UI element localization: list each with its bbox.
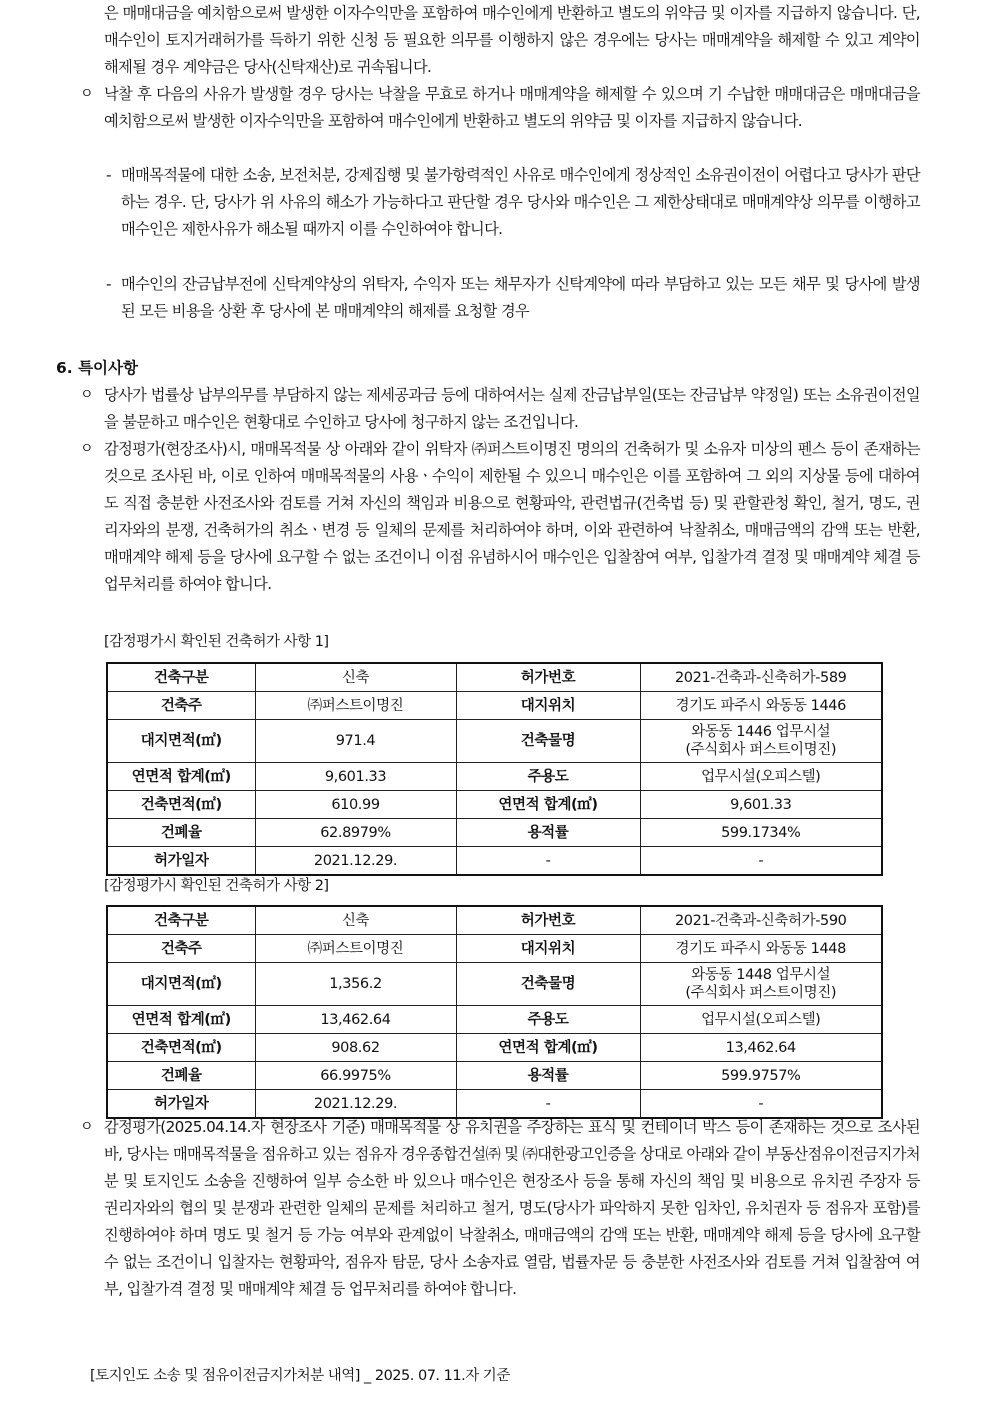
label-cell: 주용도 — [456, 763, 640, 791]
table-row — [107, 963, 882, 1006]
label-cell: 건축물명 — [456, 720, 640, 763]
empty-cell: - — [456, 1090, 640, 1119]
value-cell: 610.99 — [255, 791, 456, 819]
table-row — [107, 906, 882, 935]
tax-paragraph: 당사가 법률상 납부의무를 부담하지 않는 제세공과금 등에 대하여서는 실제 잔금납부일(또는 잔금납부 약정일) 또는 소유권이전일을 불문하고 매수인은 현황대로 수인하고 당사에 청구하지 않는 조건입니다. — [104, 386, 920, 431]
label-cell: 주용도 — [456, 1006, 640, 1034]
label-cell: 건축물명 — [456, 963, 640, 1006]
label-cell: 허가번호 — [456, 663, 640, 692]
label-cell: 허가일자 — [107, 1090, 255, 1119]
value-cell: 경기도 파주시 와동동 1446 — [640, 692, 882, 720]
value-cell: 업무시설(오피스텔) — [640, 1006, 882, 1034]
table-row — [107, 935, 882, 963]
value-cell: 13,462.64 — [255, 1006, 456, 1034]
label-cell: 건폐율 — [107, 819, 255, 847]
table-row — [107, 763, 882, 791]
table-row — [107, 1034, 882, 1062]
dash-marker: - — [106, 166, 112, 184]
permit-table-2 — [106, 905, 883, 1119]
permit-table-1 — [106, 662, 883, 876]
bullet-marker: ㅇ — [80, 86, 94, 102]
label-cell: 건축면적(㎡) — [107, 1034, 255, 1062]
value-cell — [640, 963, 882, 1006]
value-cell: 13,462.64 — [640, 1034, 882, 1062]
label-cell: 건축주 — [107, 935, 255, 963]
table-row — [107, 791, 882, 819]
value-cell: 971.4 — [255, 720, 456, 763]
table-row — [107, 1006, 882, 1034]
value-cell: 62.8979% — [255, 819, 456, 847]
value-cell: 2021.12.29. — [255, 847, 456, 876]
cancel-paragraph: 낙찰 후 다음의 사유가 발생할 경우 당사는 낙찰을 무효로 하거나 매매계약을 해제할 수 있으며 기 수납한 매매대금은 매매대금을 예치함으로써 발생한 이자수익만을 포함하여 매수인에게 반환하고 별도의 위약금 및 이자를 지급하지 않습니다. — [104, 85, 920, 130]
label-cell: 대지위치 — [456, 692, 640, 720]
table-row — [107, 1062, 882, 1090]
label-cell: 건축구분 — [107, 906, 255, 935]
value-cell: 업무시설(오피스텔) — [640, 763, 882, 791]
table-caption-2: [감정평가시 확인된 건축허가 사항 2] — [104, 878, 329, 894]
bullet-marker: ㅇ — [80, 387, 94, 403]
section-heading: 6. 특이사항 — [56, 359, 138, 377]
label-cell: 연면적 합계(㎡) — [456, 1034, 640, 1062]
value-cell: 2021-건축과-신축허가-589 — [640, 663, 882, 692]
table-caption-1: [감정평가시 확인된 건축허가 사항 1] — [104, 634, 329, 650]
intro-paragraph: 은 매매대금을 예치함으로써 발생한 이자수익만을 포함하여 매수인에게 반환하고 별도의 위약금 및 이자를 지급하지 않습니다. 단, 매수인이 토지거래허가를 득하기 위한 신청 등 필요한 의무를 이행하지 않은 경우에는 당사는 매매계약을 해제할 수 있고 계약이 해제될 경우 계약금은 당사(신탁재산)로 귀속됩니다. — [104, 4, 920, 76]
value-cell: 599.1734% — [640, 819, 882, 847]
table-row — [107, 720, 882, 763]
building-name-line: 와동동 1448 업무시설 — [691, 967, 831, 983]
label-cell: 연면적 합계(㎡) — [107, 763, 255, 791]
value-cell: 908.62 — [255, 1034, 456, 1062]
label-cell: 용적률 — [456, 1062, 640, 1090]
label-cell: 대지위치 — [456, 935, 640, 963]
value-cell: 2021-건축과-신축허가-590 — [640, 906, 882, 935]
building-name-owner: (주식회사 퍼스트이명진) — [685, 742, 837, 758]
value-cell: 1,356.2 — [255, 963, 456, 1006]
label-cell: 허가번호 — [456, 906, 640, 935]
label-cell: 건축구분 — [107, 663, 255, 692]
bullet-marker: ㅇ — [80, 441, 94, 457]
building-name-line: 와동동 1446 업무시설 — [691, 724, 831, 740]
table-row — [107, 692, 882, 720]
label-cell: 건축주 — [107, 692, 255, 720]
value-cell: 599.9757% — [640, 1062, 882, 1090]
value-cell — [640, 720, 882, 763]
bullet-marker: ㅇ — [80, 1119, 94, 1135]
label-cell: 대지면적(㎡) — [107, 963, 255, 1006]
label-cell: 용적률 — [456, 819, 640, 847]
cancel-sub-2: 매수인의 잔금납부전에 신탁계약상의 위탁자, 수익자 또는 채무자가 신탁계약에 따라 부담하고 있는 모든 채무 및 당사에 발생된 모든 비용을 상환 후 당사에 본 매매계약의 해제를 요청할 경우 — [121, 275, 920, 320]
table-row — [107, 819, 882, 847]
building-name-owner: (주식회사 퍼스트이명진) — [685, 985, 837, 1001]
label-cell: 대지면적(㎡) — [107, 720, 255, 763]
cancel-sub-1: 매매목적물에 대한 소송, 보전처분, 강제집행 및 불가항력적인 사유로 매수인에게 정상적인 소유권이전이 어렵다고 당사가 판단하는 경우. 단, 당사가 위 사유의 해소가 가능하다고 판단할 경우 당사와 매수인은 그 제한상태대로 매매계약상 의무를 이행하고 매수인은 제한사유가 해소될 때까지 이를 수인하여야 합니다. — [121, 166, 920, 238]
empty-cell: - — [640, 847, 882, 876]
table-row — [107, 663, 882, 692]
value-cell: 2021.12.29. — [255, 1090, 456, 1119]
lien-paragraph: 감정평가(2025.04.14.자 현장조사 기준) 매매목적물 상 유치권을 주장하는 표식 및 컨테이너 박스 등이 존재하는 것으로 조사된 바, 당사는 매매목적물을 점유하고 있는 점유자 경우종합건설㈜ 및 ㈜대한광고인증을 상대로 아래와 같이 부동산점유이전금지가처분 및 토지인도 소송을 진행하여 일부 승소한 바 있으나 매수인은 현장조사 등을 통해 자신의 책임 및 비용으로 유치권 주장자 등 권리자와의 협의 및 분쟁과 관련한 일체의 문제를 처리하고 철거, 명도(당사가 파악하지 못한 임차인, 유치권자 등 점유자 포함)를 진행하여야 하며 명도 및 철거 등 가능 여부와 관계없이 낙찰취소, 매매금액의 감액 또는 반환, 매매계약 해제 등을 당사에 요구할 수 없는 조건이니 입찰자는 현황파악, 점유자 탐문, 당사 소송자료 열람, 법률자문 등 충분한 사전조사와 검토를 거쳐 입찰참여 여부, 입찰가격 결정 및 매매계약 체결 등 업무처리를 하여야 합니다. — [104, 1118, 920, 1298]
value-cell: 신축 — [255, 663, 456, 692]
dash-marker: - — [106, 275, 112, 293]
value-cell: ㈜퍼스트이명진 — [255, 692, 456, 720]
empty-cell: - — [456, 847, 640, 876]
value-cell: 66.9975% — [255, 1062, 456, 1090]
appraisal-paragraph: 감정평가(현장조사)시, 매매목적물 상 아래와 같이 위탁자 ㈜퍼스트이명진 명의의 건축허가 및 소유자 미상의 펜스 등이 존재하는 것으로 조사된 바, 이로 인하여 매매목적물의 사용ㆍ수익이 제한될 수 있으니 매수인은 이를 포함하여 그 외의 지상물 등에 대하여도 직접 충분한 사전조사와 검토를 거쳐 자신의 책임과 비용으로 현황파악, 관련법규(건축법 등) 및 관할관청 확인, 철거, 명도, 권리자와의 분쟁, 건축허가의 취소ㆍ변경 등 일체의 문제를 처리하여야 하며, 이와 관련하여 낙찰취소, 매매금액의 감액 또는 반환, 매매계약 해제 등을 당사에 요구할 수 없는 조건이니 이점 유념하시어 매수인은 입찰참여 여부, 입찰가격 결정 및 매매계약 체결 등 업무처리를 하여야 합니다. — [104, 440, 920, 593]
label-cell: 건폐율 — [107, 1062, 255, 1090]
table-row — [107, 847, 882, 876]
label-cell: 건축면적(㎡) — [107, 791, 255, 819]
value-cell: 경기도 파주시 와동동 1448 — [640, 935, 882, 963]
label-cell: 허가일자 — [107, 847, 255, 876]
litigation-caption: [토지인도 소송 및 점유이전금지가처분 내역] _ 2025. 07. 11.자 기준 — [90, 1368, 510, 1384]
empty-cell: - — [640, 1090, 882, 1119]
value-cell: ㈜퍼스트이명진 — [255, 935, 456, 963]
value-cell: 신축 — [255, 906, 456, 935]
label-cell: 연면적 합계(㎡) — [456, 791, 640, 819]
value-cell: 9,601.33 — [255, 763, 456, 791]
value-cell: 9,601.33 — [640, 791, 882, 819]
label-cell: 연면적 합계(㎡) — [107, 1006, 255, 1034]
